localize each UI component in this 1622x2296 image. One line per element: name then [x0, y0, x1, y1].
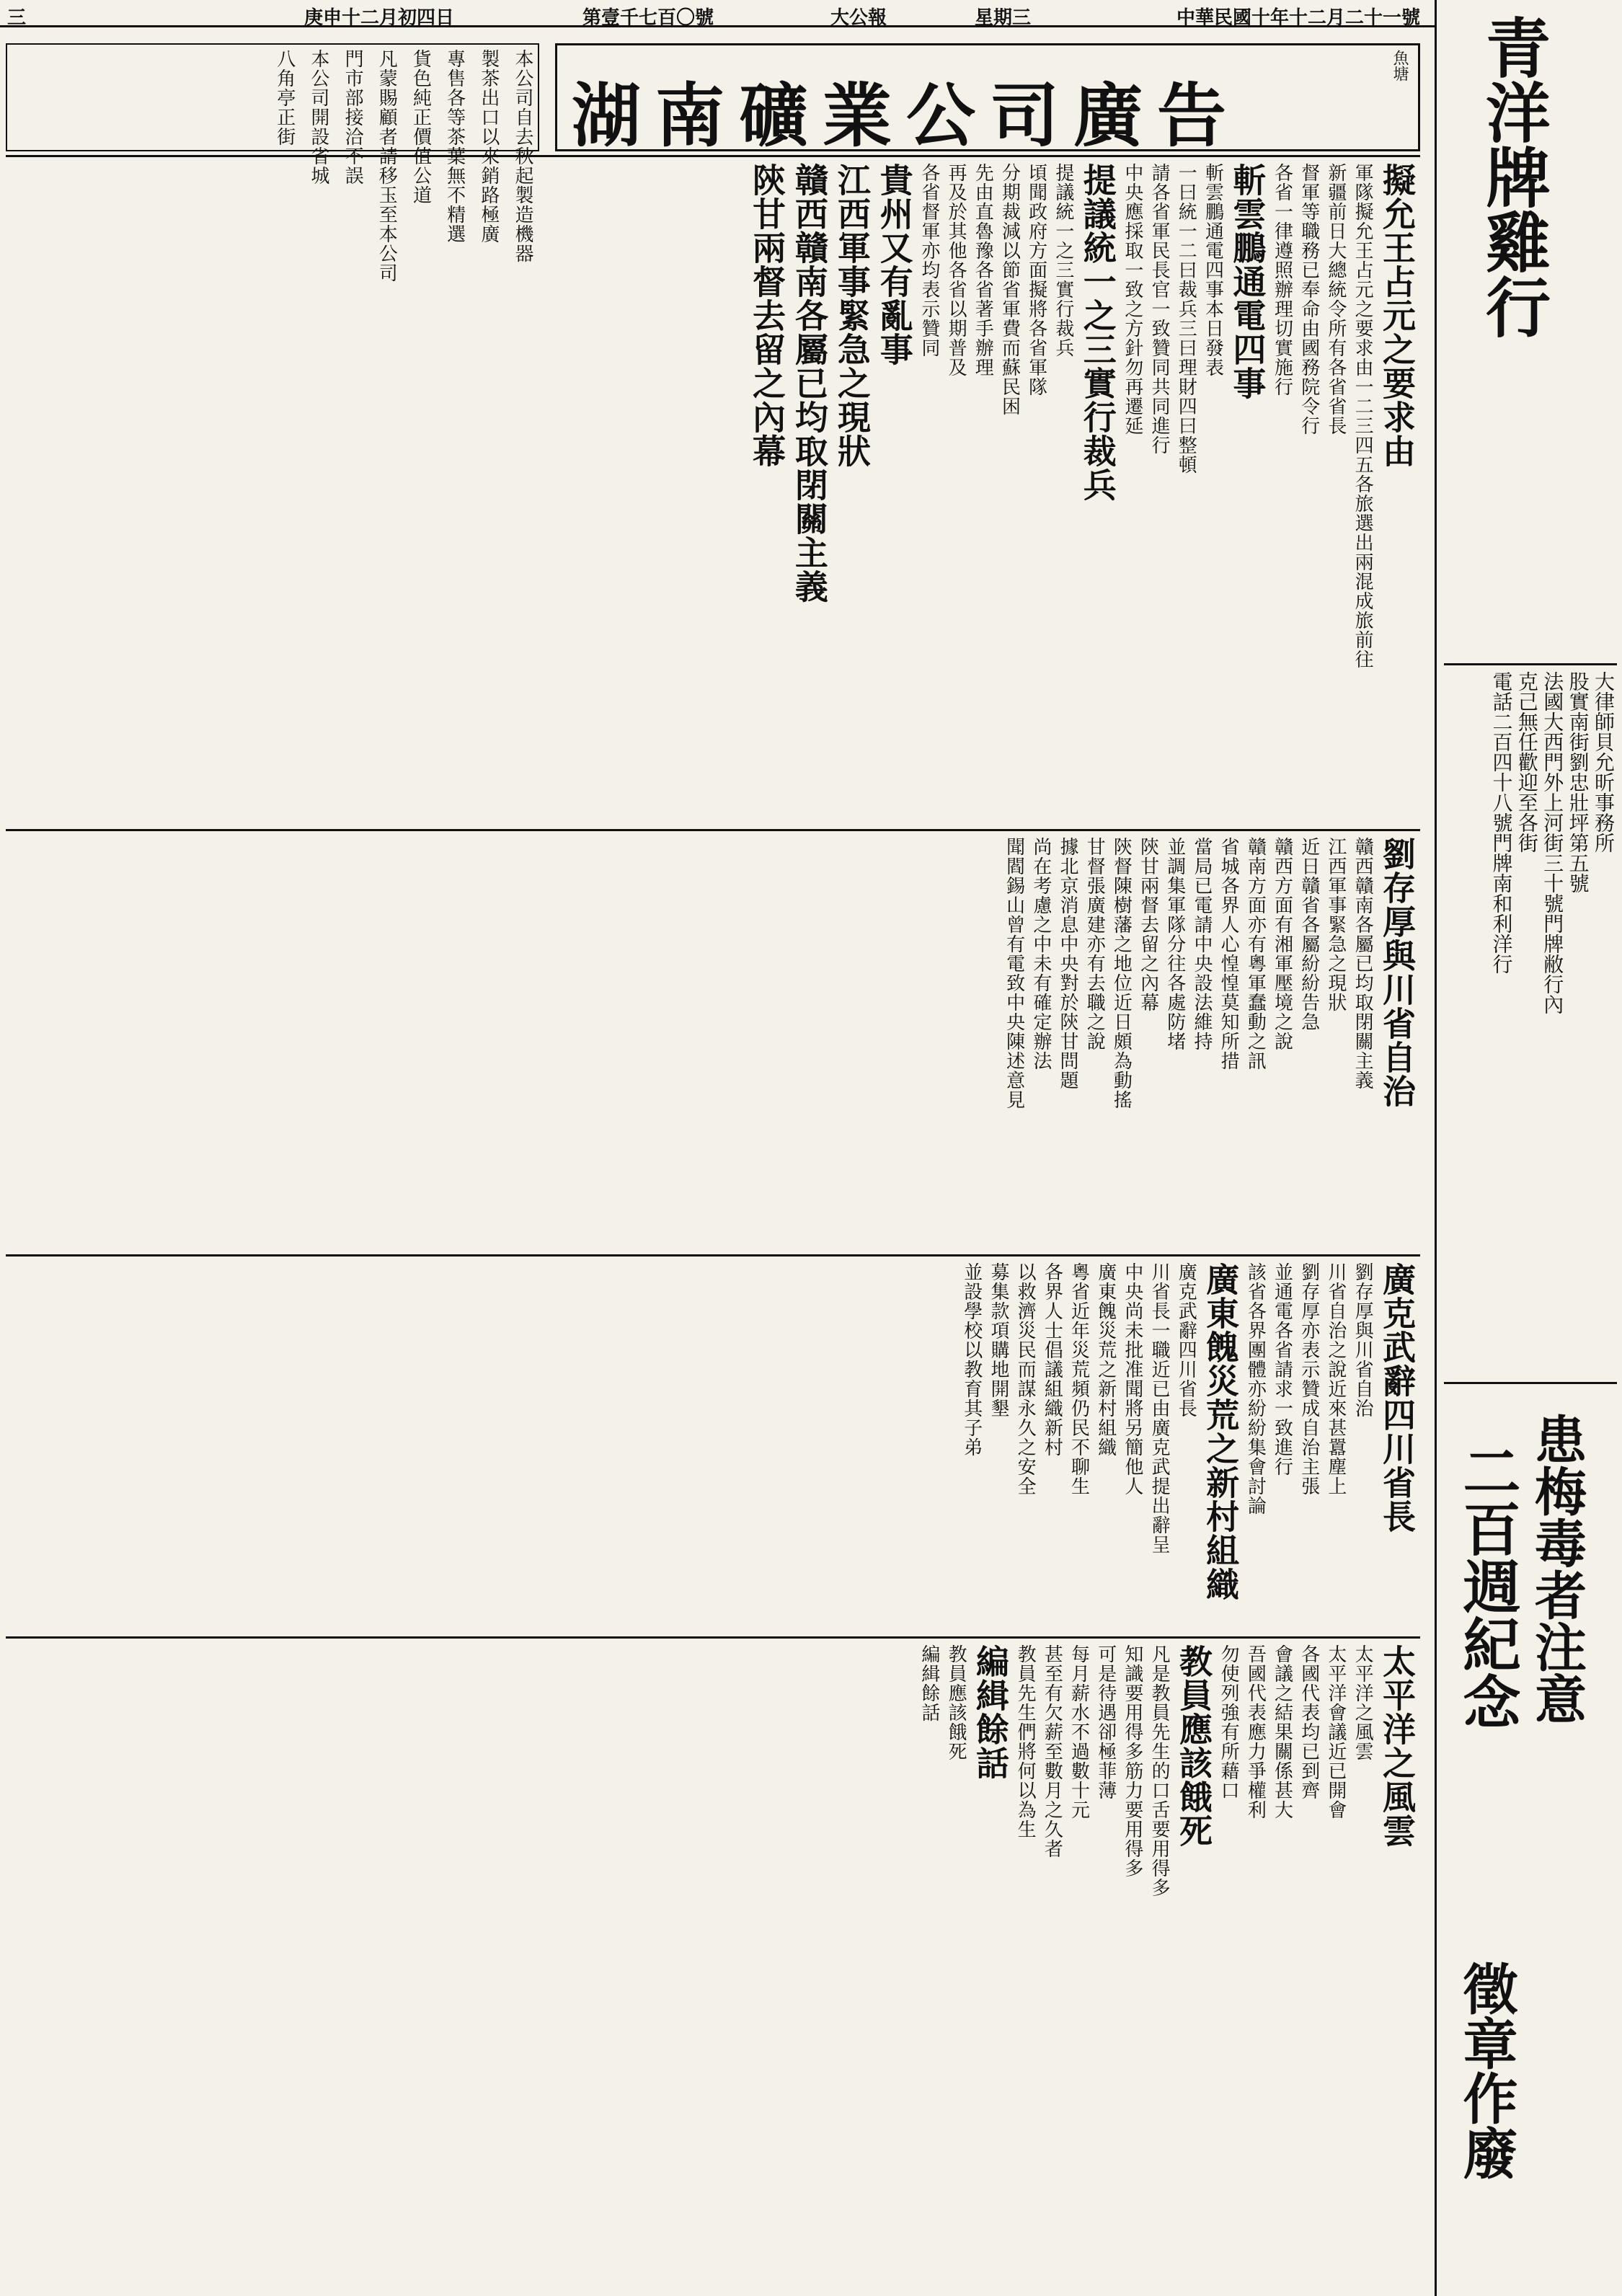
article-line: 甘督張廣建亦有去職之說 [1083, 837, 1106, 1051]
article-line: 勿使列強有所藉口 [1218, 1644, 1240, 1800]
article-line: 並通電各省請求一致進行 [1271, 1262, 1293, 1476]
masthead-weekday: 星期三 [974, 7, 1031, 29]
article-line: 吾國代表應力爭權利 [1244, 1644, 1267, 1819]
masthead-bar [0, 0, 1435, 27]
headline: 太平洋之風雲 [1378, 1644, 1417, 1848]
article-line: 該省各界團體亦紛紛集會討論 [1244, 1262, 1267, 1515]
headline: 贛西贛南各屬已均取閉關主義 [789, 163, 829, 603]
ad-line: 電話二百四十八號門牌南和利洋行 [1489, 671, 1514, 974]
article-line: 再及於其他各省以期普及 [945, 163, 967, 377]
headline: 廣克武辭四川省長 [1378, 1262, 1417, 1533]
masthead-date: 中華民國十年十二月二十一號 [1176, 7, 1420, 29]
headline: 提議統一之三實行裁兵 [1078, 163, 1117, 502]
headline: 江西軍事緊急之現狀 [832, 163, 872, 468]
masthead-issue: 第壹千七百〇號 [582, 7, 714, 29]
article-line: 以救濟災民而謀永久之安全 [1014, 1262, 1037, 1496]
article-line: 廣克武辭四川省長 [1175, 1262, 1197, 1418]
news-section-top [6, 155, 1420, 831]
article-line: 一曰統一二曰裁兵三曰理財四曰整頓 [1175, 163, 1197, 474]
notice-line: 製茶出口以來銷路極廣 [477, 49, 500, 244]
article-line: 督軍等職務已奉命由國務院令行 [1298, 163, 1320, 435]
notice-line: 貨色純正價值公道 [409, 49, 432, 205]
notice-line: 八角亭正街 [273, 49, 296, 146]
article-line: 並調集軍隊分往各處防堵 [1164, 837, 1186, 1051]
ad-line: 股實南街劉忠壯坪第五號 [1566, 671, 1590, 893]
headline: 廣東餽災荒之新村組織 [1201, 1262, 1241, 1601]
article-line: 請各省軍民長官一致贊同共同進行 [1148, 163, 1171, 455]
article-line: 江西軍事緊急之現狀 [1324, 837, 1347, 1012]
article-line: 凡是教員先生的口舌要用得多 [1148, 1644, 1171, 1897]
article-line: 新疆前日大總統令所有各省省長 [1324, 163, 1347, 435]
article-line: 近日贛省各屬紛紛告急 [1298, 837, 1320, 1032]
article-line: 提議統一之三實行裁兵 [1052, 163, 1074, 358]
headline: 擬允王占元之要求由 [1378, 163, 1417, 468]
article-line: 陝督陳樹藩之地位近日頗為動搖 [1110, 837, 1133, 1109]
headline: 陝甘兩督去留之內幕 [748, 163, 787, 468]
article-line: 知識要用得多筋力要用得多 [1121, 1644, 1143, 1878]
article-line: 分期裁減以節省軍費而蘇民困 [998, 163, 1021, 416]
badge-void-notice: 徵章作廢 [1454, 1961, 1518, 2180]
article-line: 陝甘兩督去留之內幕 [1137, 837, 1159, 1012]
masthead-lunar-date: 庚申十二月初四日 [303, 7, 454, 29]
article-line: 贛西方面有湘軍壓境之說 [1271, 837, 1293, 1051]
article-line: 太平洋之風雲 [1352, 1644, 1374, 1761]
masthead-paper-name: 大公報 [830, 7, 887, 29]
article-line: 川省長一職近已由廣克武提出辭呈 [1148, 1262, 1171, 1554]
article-line: 劉存厚亦表示贊成自治主張 [1298, 1262, 1320, 1496]
article-line: 川省自治之說近來甚囂塵上 [1324, 1262, 1347, 1496]
news-section-bottom [6, 1636, 1420, 2291]
article-line: 並設學校以教育其子弟 [960, 1262, 983, 1457]
article-line: 據北京消息中央對於陝甘問題 [1057, 837, 1079, 1090]
headline: 教員應該餓死 [1174, 1644, 1213, 1848]
article-line: 會議之結果關係甚大 [1271, 1644, 1293, 1819]
notice-line: 門市部接洽不誤 [342, 49, 364, 185]
article-line: 甚至有欠薪至數月之久者 [1041, 1644, 1063, 1858]
headline: 編緝餘話 [970, 1644, 1010, 1780]
article-line: 尚在考慮之中未有確定辦法 [1029, 837, 1052, 1071]
title-side-note: 魚塘 [1391, 50, 1409, 81]
article-line: 中央應採取一致之方針勿再遷延 [1121, 163, 1143, 435]
article-line: 贛南方面亦有粵軍蠢動之訊 [1244, 837, 1267, 1071]
article-line: 省城各界人心惶惶莫知所措 [1218, 837, 1240, 1071]
page-title: 湖南礦業公司廣告 [572, 75, 1241, 156]
news-section-lower [6, 1254, 1420, 1639]
article-line: 可是待遇卻極菲薄 [1094, 1644, 1117, 1800]
ad-line: 克己無任歡迎至各街 [1515, 671, 1539, 853]
brand-title: 青洋牌雞行 [1474, 14, 1551, 339]
article-line: 當局已電請中央設法維持 [1190, 837, 1213, 1051]
notice-line: 本公司自去秋起製造機器 [512, 49, 533, 263]
ad-line: 法國大西門外上河街三十號門牌敝行內 [1541, 671, 1565, 1014]
article-line: 每月薪水不過數十元 [1068, 1644, 1090, 1819]
lawyer-ad [1444, 663, 1617, 1384]
article-line: 頃聞政府方面擬將各省軍隊 [1025, 163, 1047, 396]
article-line: 各界人士倡議組織新村 [1041, 1262, 1063, 1457]
article-line: 募集款項購地開墾 [987, 1262, 1009, 1418]
article-line: 劉存厚與川省自治 [1352, 1262, 1374, 1418]
ad-line: 大律師貝允昕事務所 [1592, 671, 1616, 853]
anniversary-title: 二百週紀念 [1453, 1442, 1521, 1730]
article-line: 贛西贛南各屬已均取閉關主義 [1352, 837, 1374, 1090]
article-line: 廣東餽災荒之新村組織 [1094, 1262, 1117, 1457]
headline: 劉存厚與川省自治 [1378, 837, 1417, 1108]
article-line: 編緝餘話 [918, 1644, 940, 1722]
article-line: 太平洋會議近已開會 [1324, 1644, 1347, 1819]
company-ad-title-block [555, 43, 1420, 156]
article-line: 先由直魯豫各省著手辦理 [972, 163, 994, 377]
article-line: 教員應該餓死 [945, 1644, 967, 1761]
headline: 斬雲鵬通電四事 [1228, 163, 1267, 400]
article-line: 軍隊擬允王占元之要求由一二三四五各旅選出兩混成旅前往 [1352, 163, 1374, 669]
article-line: 斬雲鵬通電四事本日發表 [1202, 163, 1224, 377]
article-line: 中央尚未批准聞將另簡他人 [1121, 1262, 1143, 1496]
company-notice [6, 43, 539, 283]
article-line: 教員先生們將何以為生 [1014, 1644, 1037, 1839]
masthead-page-number: 三 [7, 7, 27, 29]
notice-line: 本公司開設省城 [307, 49, 329, 185]
notice-line: 專售各等茶葉無不精選 [443, 49, 466, 244]
article-line: 各省督軍亦均表示贊同 [918, 163, 940, 358]
right-ad-band [1435, 0, 1622, 2296]
syphilis-ad-title: 患梅毒者注意 [1526, 1413, 1587, 1724]
notice-line: 凡蒙賜顧者請移玉至本公司 [376, 49, 398, 283]
article-line: 粵省近年災荒頻仍民不聊生 [1068, 1262, 1090, 1496]
article-line: 聞閻錫山曾有電致中央陳述意見 [1003, 837, 1025, 1109]
article-line: 各國代表均已到齊 [1298, 1644, 1320, 1800]
headline: 貴州又有亂事 [874, 163, 914, 366]
news-section-middle [6, 829, 1420, 1256]
article-line: 各省一律遵照辦理切實施行 [1271, 163, 1293, 396]
